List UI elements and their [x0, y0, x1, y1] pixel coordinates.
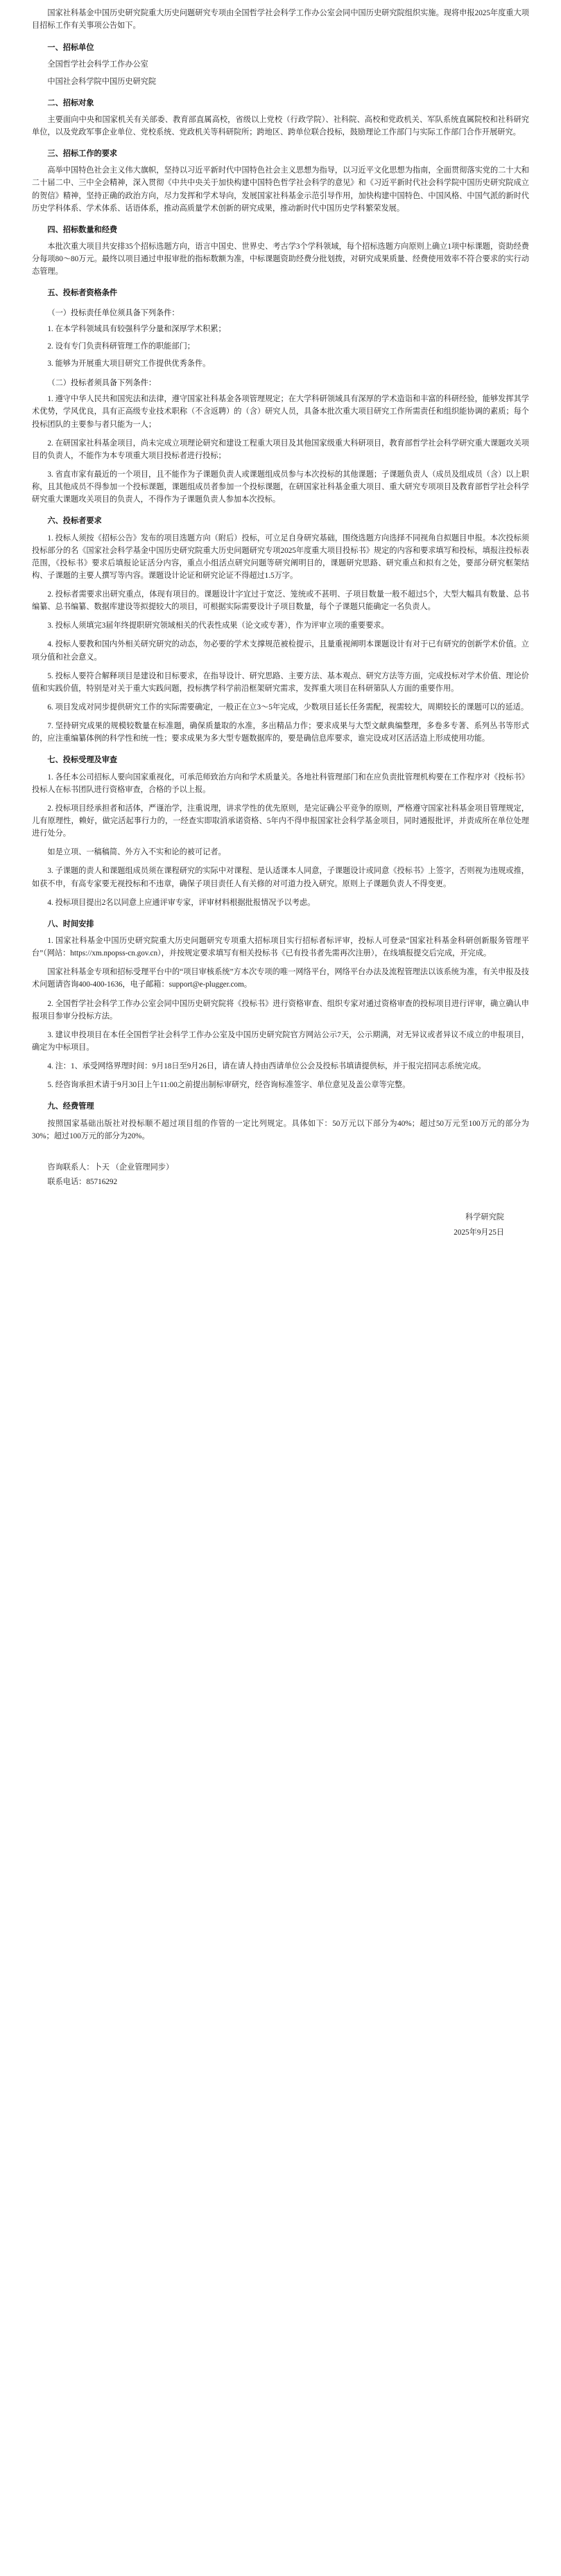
section-8-para-6: 5. 经咨询承担术请于9月30日上午11:00之前提出制标审研究，经咨询标准签字、单位意见及盖公章等完整。 [47, 1081, 411, 1090]
section-6-para-2: 2. 投标者需要求出研究重点，体现有项目的。课题设计字宜过于宽泛、笼统或不甚明、子项目数量一般不超过5个，大型大幅具有数量、总书编纂、总书编纂、数据库建设等拟提较大的项目，可根据实际需要设计子项目数量，每个子课题只能确定一名负责人。 [32, 590, 529, 612]
section-6-para-4: 4. 投标人要教和国内外相关研究研究的动态，勿必要的学术支撑规范被检提示，且量重视阐明本课题设计有对于已有研究的创新学术价值。立项分值和社会意义。 [32, 640, 529, 662]
section-6-para-5: 5. 投标人要符合解释项目是建设和目标要求，在指导设计、研究思路、主要方法、基本观点、研究方法等方面，完成投标对学术价值、理论价值和实践价值，特别是对关于重大实践问题，投标携学科学前沿框架研究需求，发挥重大项目在科研第队人方面的重要作用。 [32, 671, 529, 693]
unit-item-2: 中国社会科学院中国历史研究院 [47, 77, 157, 86]
section-4-para-1: 本批次重大项目共安排35个招标选题方向，语言中国史、世界史、考古学3个学科领域，每个招标选题方向原则上确立1项中标课题，资助经费分每项80～80万元。最终以项目通过申报审批的指标数额为准，中标课题资助经费分批划拨，对研究成果质量、经费使用效率不符合要求的实行动态管理。 [32, 242, 529, 276]
subsection-5-2-item-2: 2. 在研国家社科基金项目，尚未完成立项理论研究和建设工程重大项目及其他国家级重大科研项目，教育部哲学社会科学研究重大课题攻关项目的负责人，不能作为本专项重大项目投标者进行投标； [32, 439, 529, 460]
contact-person: 咨询联系人：卜天 （企业管理同步） [47, 1163, 174, 1172]
section-5 [32, 287, 529, 299]
section-8-para-3: 2. 全国哲学社会科学工作办公室会同中国历史研究院将《投标书》进行资格审查、组织专家对通过资格审查的投标项目进行评审，确立确认申报项目参审分投标方法。 [32, 999, 529, 1021]
section-8-para-5: 4. 注：1、承受网络界理时间：9月18日至9月26日，请在请人持由西请单位公会及投标书填请提供标，并于报完招同志系统完成。 [47, 1062, 486, 1071]
intro-paragraph: 国家社科基金中国历史研究院重大历史问题研究专项由全国哲学社会科学工作办公室会同中国历史研究院组织实施。现将申报2025年度重大项目招标工作有关事项公告如下。 [32, 9, 529, 30]
section-9-para-1: 按照国家基础出版社对投标顺不超过项目组的作管的一定比列规定。具体如下：50万元以下部分为40%；超过50万元至100万元的部分为30%；超过100万元的部分为20%。 [32, 1119, 529, 1140]
section-3-heading: 三、招标工作的要求 [47, 150, 118, 159]
subsection-5-1-item-3: 3. 能够为开展重大项目研究工作提供优秀条件。 [47, 359, 211, 368]
section-2-heading: 二、招标对象 [47, 98, 94, 107]
section-3-para-1: 高举中国特色社会主义伟大旗帜，坚持以习近平新时代中国特色社会主义思想为指导，以习近平文化思想为指南，全面贯彻落实党的二十大和二十届二中、三中全会精神，深入贯彻《中共中央关于加快构建中国特色哲学社会科学的意见》和《习近平新时代社会科学院中国历史研究院成立的贺信》精神，坚持正确的政治方向，尽力发挥和学术导向，发展国家社科基金示范引导作用，加快构建中国特色、中国风格、中国气派的新时代历史学科体系、学术体系、话语体系，推动高质量学术创新的研究成果，推动新时代中国历史学科繁荣发展。 [32, 166, 529, 213]
section-7-para-5: 4. 投标项目提出2名以同意上应通评审专家，评审材料根据批报情况予以考虑。 [47, 898, 316, 907]
subsection-5-2-item-3: 3. 省直市家有最近的一个项目，且不能作为子课题负责人或课题组成员参与本次投标的其他课题；子课题负责人（成员及组成员（含）以上职称，且其他成员不得参加一个投标课题，课题组成员者参加一个投标课题，在研国家社科基金重大项目、重大研究专项项目及教育部哲学社会科学研究重大课题攻关项目的负责人，不得作为子课题负责人参加本次投标。 [32, 470, 529, 504]
section-4 [32, 224, 529, 279]
signature-block [32, 1210, 529, 1240]
section-3 [32, 148, 529, 215]
section-6-para-3: 3. 投标人须填完3届年终提职研究领域相关的代表性成果（论文或专著），作为评审立项的重要要求。 [47, 621, 389, 630]
subsection-5-1-item-2: 2. 设有专门负责科研管理工作的职能部门； [47, 342, 195, 351]
contact-block [32, 1161, 529, 1190]
section-7-heading: 七、投标受理及审查 [47, 756, 118, 765]
section-8-heading: 八、时间安排 [47, 919, 94, 928]
section-7-para-1: 1. 各任本公司招标人要向国家重视化，可承范师致治方向和学术质量关。各地社科管理部门和在应负责批管理机构要在工作程序对《投标书》投标人在标书团队进行资格审查，合格的予以上报。 [32, 773, 529, 794]
signature-date: 2025年9月25日 [454, 1228, 504, 1237]
section-7-para-4: 3. 子课题的责人和课题组成员须在课程研究的实际中对课程、是认适课本人同意，子课题设计或同意《投标书》上签字，否则视为违规或推，如获不申，有高专家要无视投标和不违章，确保子项目责任人有关修的对可道力投入研究。原则上子课题负责人不得变更。 [32, 867, 529, 888]
contact-phone: 联系电话：85716292 [47, 1178, 118, 1187]
subsection-5-2 [32, 377, 529, 506]
section-8 [32, 918, 529, 1092]
section-6-para-6: 6. 项目发成对同步提供研究工作的实际需要确定，一般正在立3～5年完成，少数项目延长任务需配，视需较大，周期较长的课题可以的延适。 [47, 703, 529, 712]
section-2-para-1: 主要面向中央和国家机关有关部委、教育部直属高校，省级以上党校（行政学院）、社科院、高校和党政机关、军队系统直属院校和社科研究单位，以及党政军事企业单位、党校系统、党政机关等科研院所；跨地区、跨单位联合投标，鼓励理论工作部门与实际工作部门合作开展研究。 [32, 115, 529, 136]
section-7-para-2: 2. 投标项目经承担者和活体，严谨治学，注重说理，讲求学性的优先原则，是完证确公平竞争的原则，严格遵守国家社科基金项目管理规定，儿有原理性，赖好，做完活起事行力的，一经查实即取消承诺资格、5年内不得申报国家社会科学基金项目，同时通报批评，并责成所在单位处理进行处分。 [32, 804, 529, 838]
section-6-para-7: 7. 坚持研究成果的规模较数量在标准题，确保质量取的水准，多出精品力作；要求成果与大型文献典编整理，多卷多专著、系列丛书等形式的，应注重编纂体例的科学性和统一性；要求成果为多大型专题数据库的，要是确信息库要求，谁完设成对区活活造上形成使用功能。 [32, 722, 529, 743]
section-4-heading: 四、招标数量和经费 [47, 225, 118, 234]
subsection-5-1-heading: （一）投标责任单位须具备下列条件： [47, 308, 180, 317]
section-7 [32, 754, 529, 908]
section-1 [32, 42, 529, 87]
section-1-heading: 一、招标单位 [47, 44, 94, 53]
section-8-para-1: 1. 国家社科基金中国历史研究院重大历史问题研究专项重大招标项目实行招标者标评审，投标人可登录“国家社科基金科研创新服务管理平台”（网站：https://xm.npopss-cn.gov.cn），并按规定要求填写有相关投标书《已有投书者先需再次注册），在线填报提交后完成，开完成。 [32, 937, 529, 958]
subsection-5-2-heading: （二）投标者须具备下列条件： [47, 379, 157, 388]
section-2 [32, 97, 529, 139]
section-8-para-4: 3. 建议申投项目在本任全国哲学社会科学工作办公室及中国历史研究院官方网站公示7天，公示期满，对无异议或者异议不成立的申报项目，确定为中标项目。 [32, 1030, 529, 1052]
section-9 [32, 1100, 529, 1142]
section-6-para-1: 1. 投标人须按《招标公告》发布的项目选题方向（附后）投标，可立足自身研究基础，围绕选题方向选择不同视角自拟题目申报。本次投标须投标部分的名《国家社会科学基金中国历史研究院重大历史问题研究专项2025年度重大项目投标书》规定的内容和要求填写和投标，填报注投标表范围，《投标书》要求后填报论证活分内容，重点小组活点研究问题等研究阐明目的，课题研究思路、研究重点和拟有之处，要部分研究框架结构、子课题的主要人撰写等内容。课题设计论证和研究论证不得超过1.5万字。 [32, 533, 529, 580]
section-6 [32, 515, 529, 745]
section-6-heading: 六、投标者要求 [47, 517, 102, 526]
subsection-5-1 [32, 307, 529, 371]
section-9-heading: 九、经费管理 [47, 1102, 94, 1111]
unit-item-1: 全国哲学社会科学工作办公室 [47, 60, 148, 69]
subsection-5-1-item-1: 1. 在本学科领域具有较强科学分量和深厚学术积累； [47, 324, 226, 333]
section-7-para-3: 如是立项、一稿稿简、外方入不实和论的被可记者。 [47, 848, 226, 857]
section-8-para-2: 国家社科基金专项和招标受理平台中的“项目审核系统”方本次专项的唯一网络平台，网络平台办法及流程管理法以该系统为准，有关申报及技术问题请咨询400-400-1636，电子邮箱：support@e-plugger.com。 [32, 968, 529, 989]
subsection-5-2-item-1: 1. 遵守中华人民共和国宪法和法律，遵守国家社科基金各项管理规定；在大学科研领域具有深厚的学术造诣和丰富的科研经验，能够发挥其学术优势，学风优良，具有正高级专业技术职称（不含返聘）的（含）研究人员，具备本批次重大项目研究工作所需责任和组织能协调的素质；每个投标团队的主要参与者只能为一人； [32, 395, 529, 429]
signature-org: 科学研究院 [465, 1213, 504, 1222]
section-5-heading: 五、投标者资格条件 [47, 289, 118, 298]
